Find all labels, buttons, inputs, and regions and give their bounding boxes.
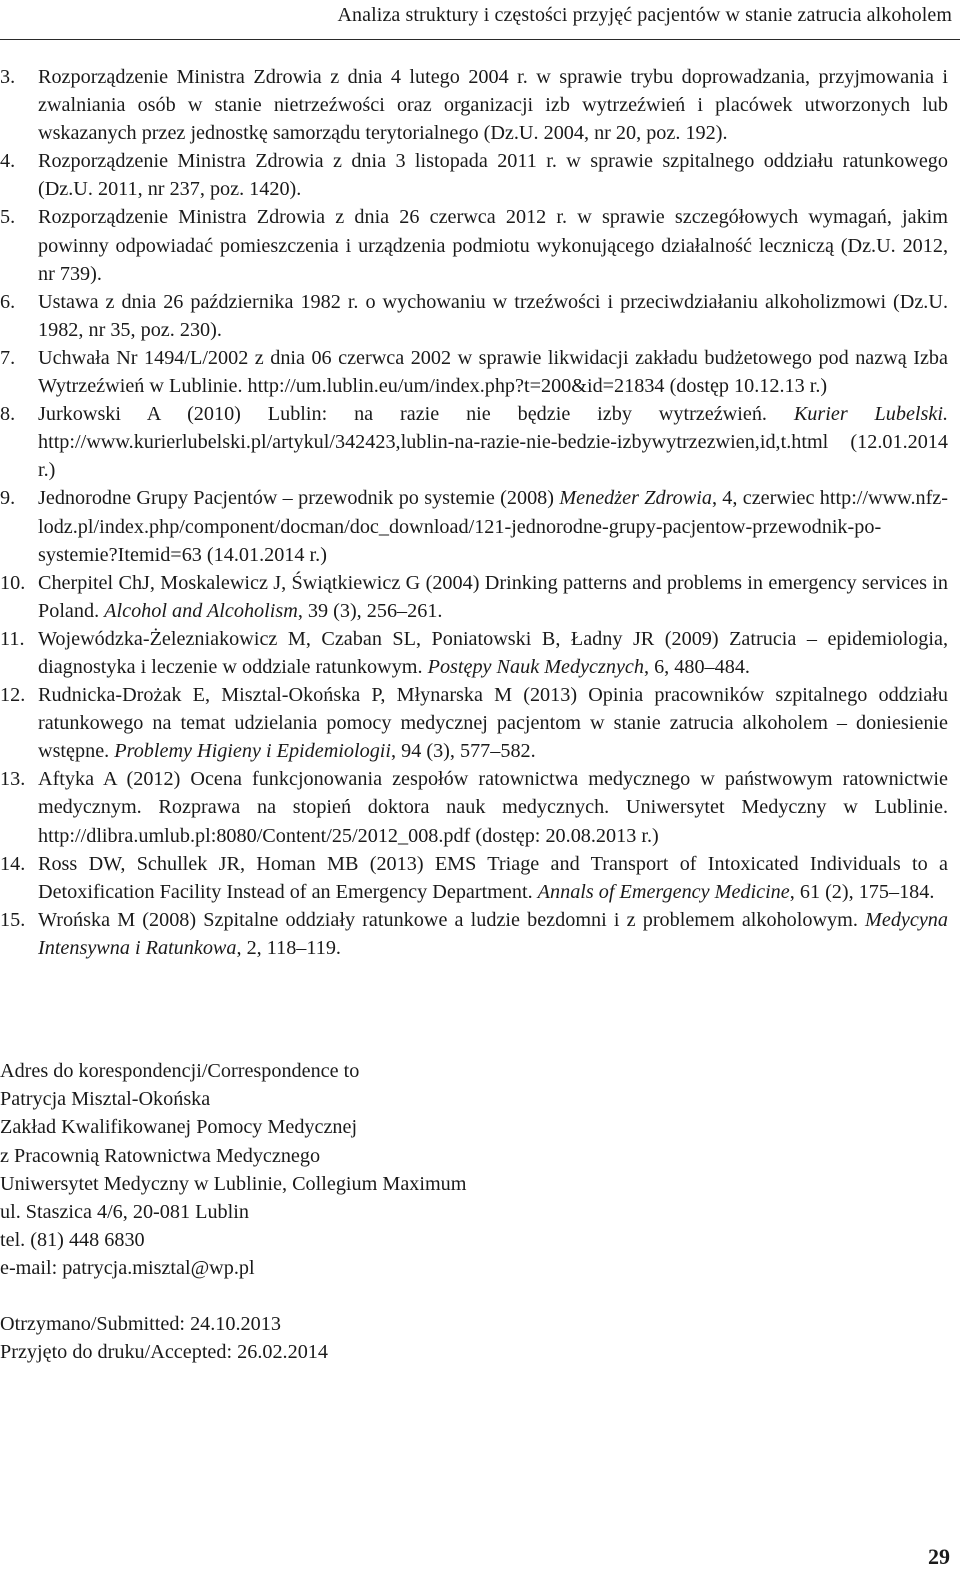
reference-item-14 xyxy=(0,850,948,906)
header-rule xyxy=(0,39,960,40)
reference-text: Ustawa z dnia 26 października 1982 r. o wychowaniu w trzeźwości i przeciwdziałaniu alkoholizmowi (Dz.U. 1982, nr 35, poz. 230). xyxy=(38,290,948,341)
reference-details: , 6, 480–484. xyxy=(643,655,750,678)
reference-journal: Postępy Nauk Medycznych xyxy=(427,655,644,678)
reference-text: Uchwała Nr 1494/L/2002 z dnia 06 czerwca 2002 w sprawie likwidacji zakładu budżetowego pod nazwą Izba Wytrzeźwień w Lublinie. http://um.lublin.eu/um/index.php?t=200&id=21834 (dostęp 10.12.13 r.) xyxy=(38,346,948,398)
reference-item-3 xyxy=(0,63,948,147)
reference-journal: Alcohol and Alcoholism xyxy=(104,599,298,622)
correspondence-phone: tel. (81) 448 6830 xyxy=(0,1229,145,1252)
reference-text: Rozporządzenie Ministra Zdrowia z dnia 3 listopada 2011 r. w sprawie szpitalnego oddziału ratunkowego (Dz.U. 2011, nr 237, poz. 1420). xyxy=(38,150,948,201)
running-header: Analiza struktury i częstości przyjęć pacjentów w stanie zatrucia alkoholem xyxy=(337,4,952,26)
reference-number: 11. xyxy=(0,627,25,650)
reference-text: Rozporządzenie Ministra Zdrowia z dnia 26 czerwca 2012 r. w sprawie szczegółowych wymagań, jakim powinny odpowiadać pomieszczenia i urządzenia podmiotu wykonującego działalność leczniczą (Dz.U. 2012, nr 739). xyxy=(38,206,948,285)
reference-journal: Problemy Higieny i Epidemiologii xyxy=(114,740,392,763)
reference-details: http://www.kurierlubelski.pl/artykul/342423,lublin-na-razie-nie-bedzie-izbywytrzezwien,id,t.html (12.01.2014 r.) xyxy=(38,431,948,482)
reference-number: 10. xyxy=(0,571,26,594)
reference-authors-title: Wrońska M (2008) Szpitalne oddziały ratunkowe a ludzie bezdomni i z problemem alkoholowym. xyxy=(38,908,866,931)
reference-authors-title: Wojewódzka-Żelezniakowicz M, Czaban SL, Poniatowski B, Ładny JR (2009) Zatrucia – epidemiologia, diagnostyka i leczenie w oddziale ratunkowym. xyxy=(38,627,948,678)
reference-number: 12. xyxy=(0,684,26,707)
reference-number: 13. xyxy=(0,768,26,791)
reference-journal: Medycyna Intensywna i Ratunkowa xyxy=(38,908,948,959)
correspondence-address-line: Uniwersytet Medyczny w Lublinie, Collegium Maximum xyxy=(0,1172,467,1195)
reference-item-7 xyxy=(0,344,948,400)
page-number: 29 xyxy=(928,1544,950,1569)
reference-authors-title: Ross DW, Schullek JR, Homan MB (2013) EMS Triage and Transport of Intoxicated Individuals to a Detoxification Facility Instead of an Emergency Department. xyxy=(38,852,948,903)
accepted-date: Przyjęto do druku/Accepted: 26.02.2014 xyxy=(0,1341,328,1364)
submitted-date: Otrzymano/Submitted: 24.10.2013 xyxy=(0,1313,281,1335)
reference-item-11 xyxy=(0,625,948,681)
reference-item-4 xyxy=(0,147,948,203)
reference-number: 7. xyxy=(0,346,16,369)
reference-details: , 61 (2), 175–184. xyxy=(789,880,935,903)
reference-details: , 94 (3), 577–582. xyxy=(391,740,536,763)
reference-number: 8. xyxy=(0,403,16,426)
reference-text: Rozporządzenie Ministra Zdrowia z dnia 4 lutego 2004 r. w sprawie trybu doprowadzania, przyjmowania i zwalniania osób w stanie nietrzeźwości oraz organizacji izb wytrzeźwień i placówek utworzonych lub wskazanych przez jednostkę samorządu terytorialnego (Dz.U. 2004, nr 20, poz. 192). xyxy=(38,66,948,145)
submission-dates xyxy=(0,1310,328,1366)
reference-details: , 4, czerwiec http://www.nfz-lodz.pl/index.php/component/docman/doc_download/121-jednorodne-grupy-pacjentow-przewodnik-po-systemie?Itemid=63 (14.01.2014 r.) xyxy=(38,487,948,566)
reference-number: 3. xyxy=(0,66,16,88)
reference-authors-title: Jurkowski A (2010) Lublin: na razie nie będzie izby wytrzeźwień. xyxy=(38,403,794,426)
reference-details: , 2, 118–119. xyxy=(236,936,341,959)
reference-journal: Kurier Lubelski. xyxy=(793,403,949,426)
reference-number: 5. xyxy=(0,206,16,229)
correspondence-address-line: Zakład Kwalifikowanej Pomocy Medycznej xyxy=(0,1116,358,1139)
reference-journal: Menedżer Zdrowia xyxy=(559,487,712,510)
reference-number: 14. xyxy=(0,852,26,875)
correspondence-address-line: z Pracownią Ratownictwa Medycznego xyxy=(0,1144,321,1167)
reference-item-8 xyxy=(0,400,948,484)
reference-authors-title: Jednorodne Grupy Pacjentów – przewodnik po systemie (2008) xyxy=(38,487,560,510)
reference-item-10 xyxy=(0,569,948,625)
reference-item-5 xyxy=(0,203,948,287)
reference-details: , 39 (3), 256–261. xyxy=(297,599,443,622)
reference-item-12 xyxy=(0,681,948,765)
reference-authors-title: Cherpitel ChJ, Moskalewicz J, Świątkiewicz G (2004) Drinking patterns and problems in emergency services in Poland. xyxy=(38,571,948,622)
reference-item-15 xyxy=(0,906,948,962)
reference-number: 9. xyxy=(0,487,16,510)
reference-journal: Annals of Emergency Medicine xyxy=(537,880,790,903)
correspondence-heading: Adres do korespondencji/Correspondence to xyxy=(0,1060,360,1082)
reference-list xyxy=(0,63,948,962)
correspondence-address-line: ul. Staszica 4/6, 20-081 Lublin xyxy=(0,1201,249,1224)
reference-number: 15. xyxy=(0,908,26,931)
reference-item-6 xyxy=(0,288,948,344)
reference-number: 4. xyxy=(0,150,16,173)
correspondence-email: e-mail: patrycja.misztal@wp.pl xyxy=(0,1257,255,1280)
reference-text: Aftyka A (2012) Ocena funkcjonowania zespołów ratownictwa medycznego w państwowym ratownictwie medycznym. Rozprawa na stopień doktora nauk medycznych. Uniwersytet Medyczny w Lublinie. http://dlibra.umlub.pl:8080/Content/25/2012_008.pdf (dostęp: 20.08.2013 r.) xyxy=(38,768,948,847)
reference-item-9 xyxy=(0,484,948,568)
correspondence-block xyxy=(0,1057,466,1283)
reference-number: 6. xyxy=(0,290,16,313)
correspondence-name: Patrycja Misztal-Okońska xyxy=(0,1088,211,1111)
reference-authors-title: Rudnicka-Drożak E, Misztal-Okońska P, Młynarska M (2013) Opinia pracowników szpitalnego oddziału ratunkowego na temat udzielania pomocy medycznej pacjentom w stanie zatrucia alkoholem – doniesienie wstępne. xyxy=(38,684,948,763)
reference-item-13 xyxy=(0,765,948,849)
